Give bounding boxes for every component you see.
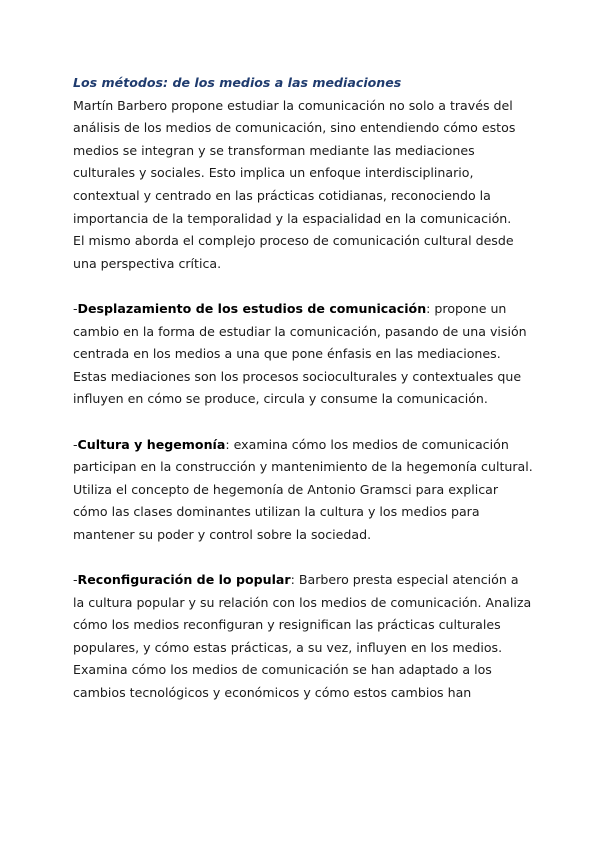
bullet-dash: - <box>73 300 78 316</box>
document-body <box>73 72 533 705</box>
section-body: : Barbero presta especial atención a la cultura popular y su relación con los medios de comunicación. Analiza cómo los medios reconfiguran y resignifican las prácticas culturales populares, y cómo estas prácticas, a su vez, influyen en los medios. <box>73 572 532 655</box>
section-reconfiguracion-popular <box>73 569 533 659</box>
section-desplazamiento <box>73 298 533 411</box>
section-heading: Los métodos: de los medios a las mediaciones <box>73 75 402 90</box>
section-title: Reconfiguración de lo popular <box>77 572 291 588</box>
spacer <box>73 275 533 298</box>
section-body: : propone un cambio en la forma de estudiar la comunicación, pasando de una visión centrada en los medios a una que pone énfasis en las mediaciones. Estas mediaciones son los procesos socioculturales y contextuales que influyen en cómo se produce, circula y consume la comunicación. <box>73 300 527 407</box>
section-title: Cultura y hegemonía <box>77 436 226 452</box>
closing-paragraph: Examina cómo los medios de comunicación se han adaptado a los cambios tecnológicos y económicos y cómo estos cambios han <box>73 662 492 701</box>
section-title: Desplazamiento de los estudios de comunicación <box>77 300 427 316</box>
intro-paragraph: Martín Barbero propone estudiar la comunicación no solo a través del análisis de los medios de comunicación, sino entendiendo cómo estos medios se integran y se transforman mediante las mediaciones culturales y sociales. Esto implica un enfoque interdisciplinario, contextual y centrado en las prácticas cotidianas, reconociendo la importancia de la temporalidad y la espacialidad en la comunicación. <box>73 97 516 226</box>
section-cultura-hegemonia <box>73 434 533 547</box>
spacer <box>73 546 533 569</box>
spacer <box>73 411 533 434</box>
bullet-dash: - <box>73 436 78 452</box>
section-body: : examina cómo los medios de comunicación participan en la construcción y mantenimiento de la hegemonía cultural. Utiliza el concepto de hegemonía de Antonio Gramsci para explicar cómo las clases dominantes utilizan la cultura y los medios para mantener su poder y control sobre la sociedad. <box>73 436 533 542</box>
bullet-dash: - <box>73 572 78 588</box>
intro-paragraph-2: El mismo aborda el complejo proceso de comunicación cultural desde una perspectiva crítica. <box>73 233 514 271</box>
